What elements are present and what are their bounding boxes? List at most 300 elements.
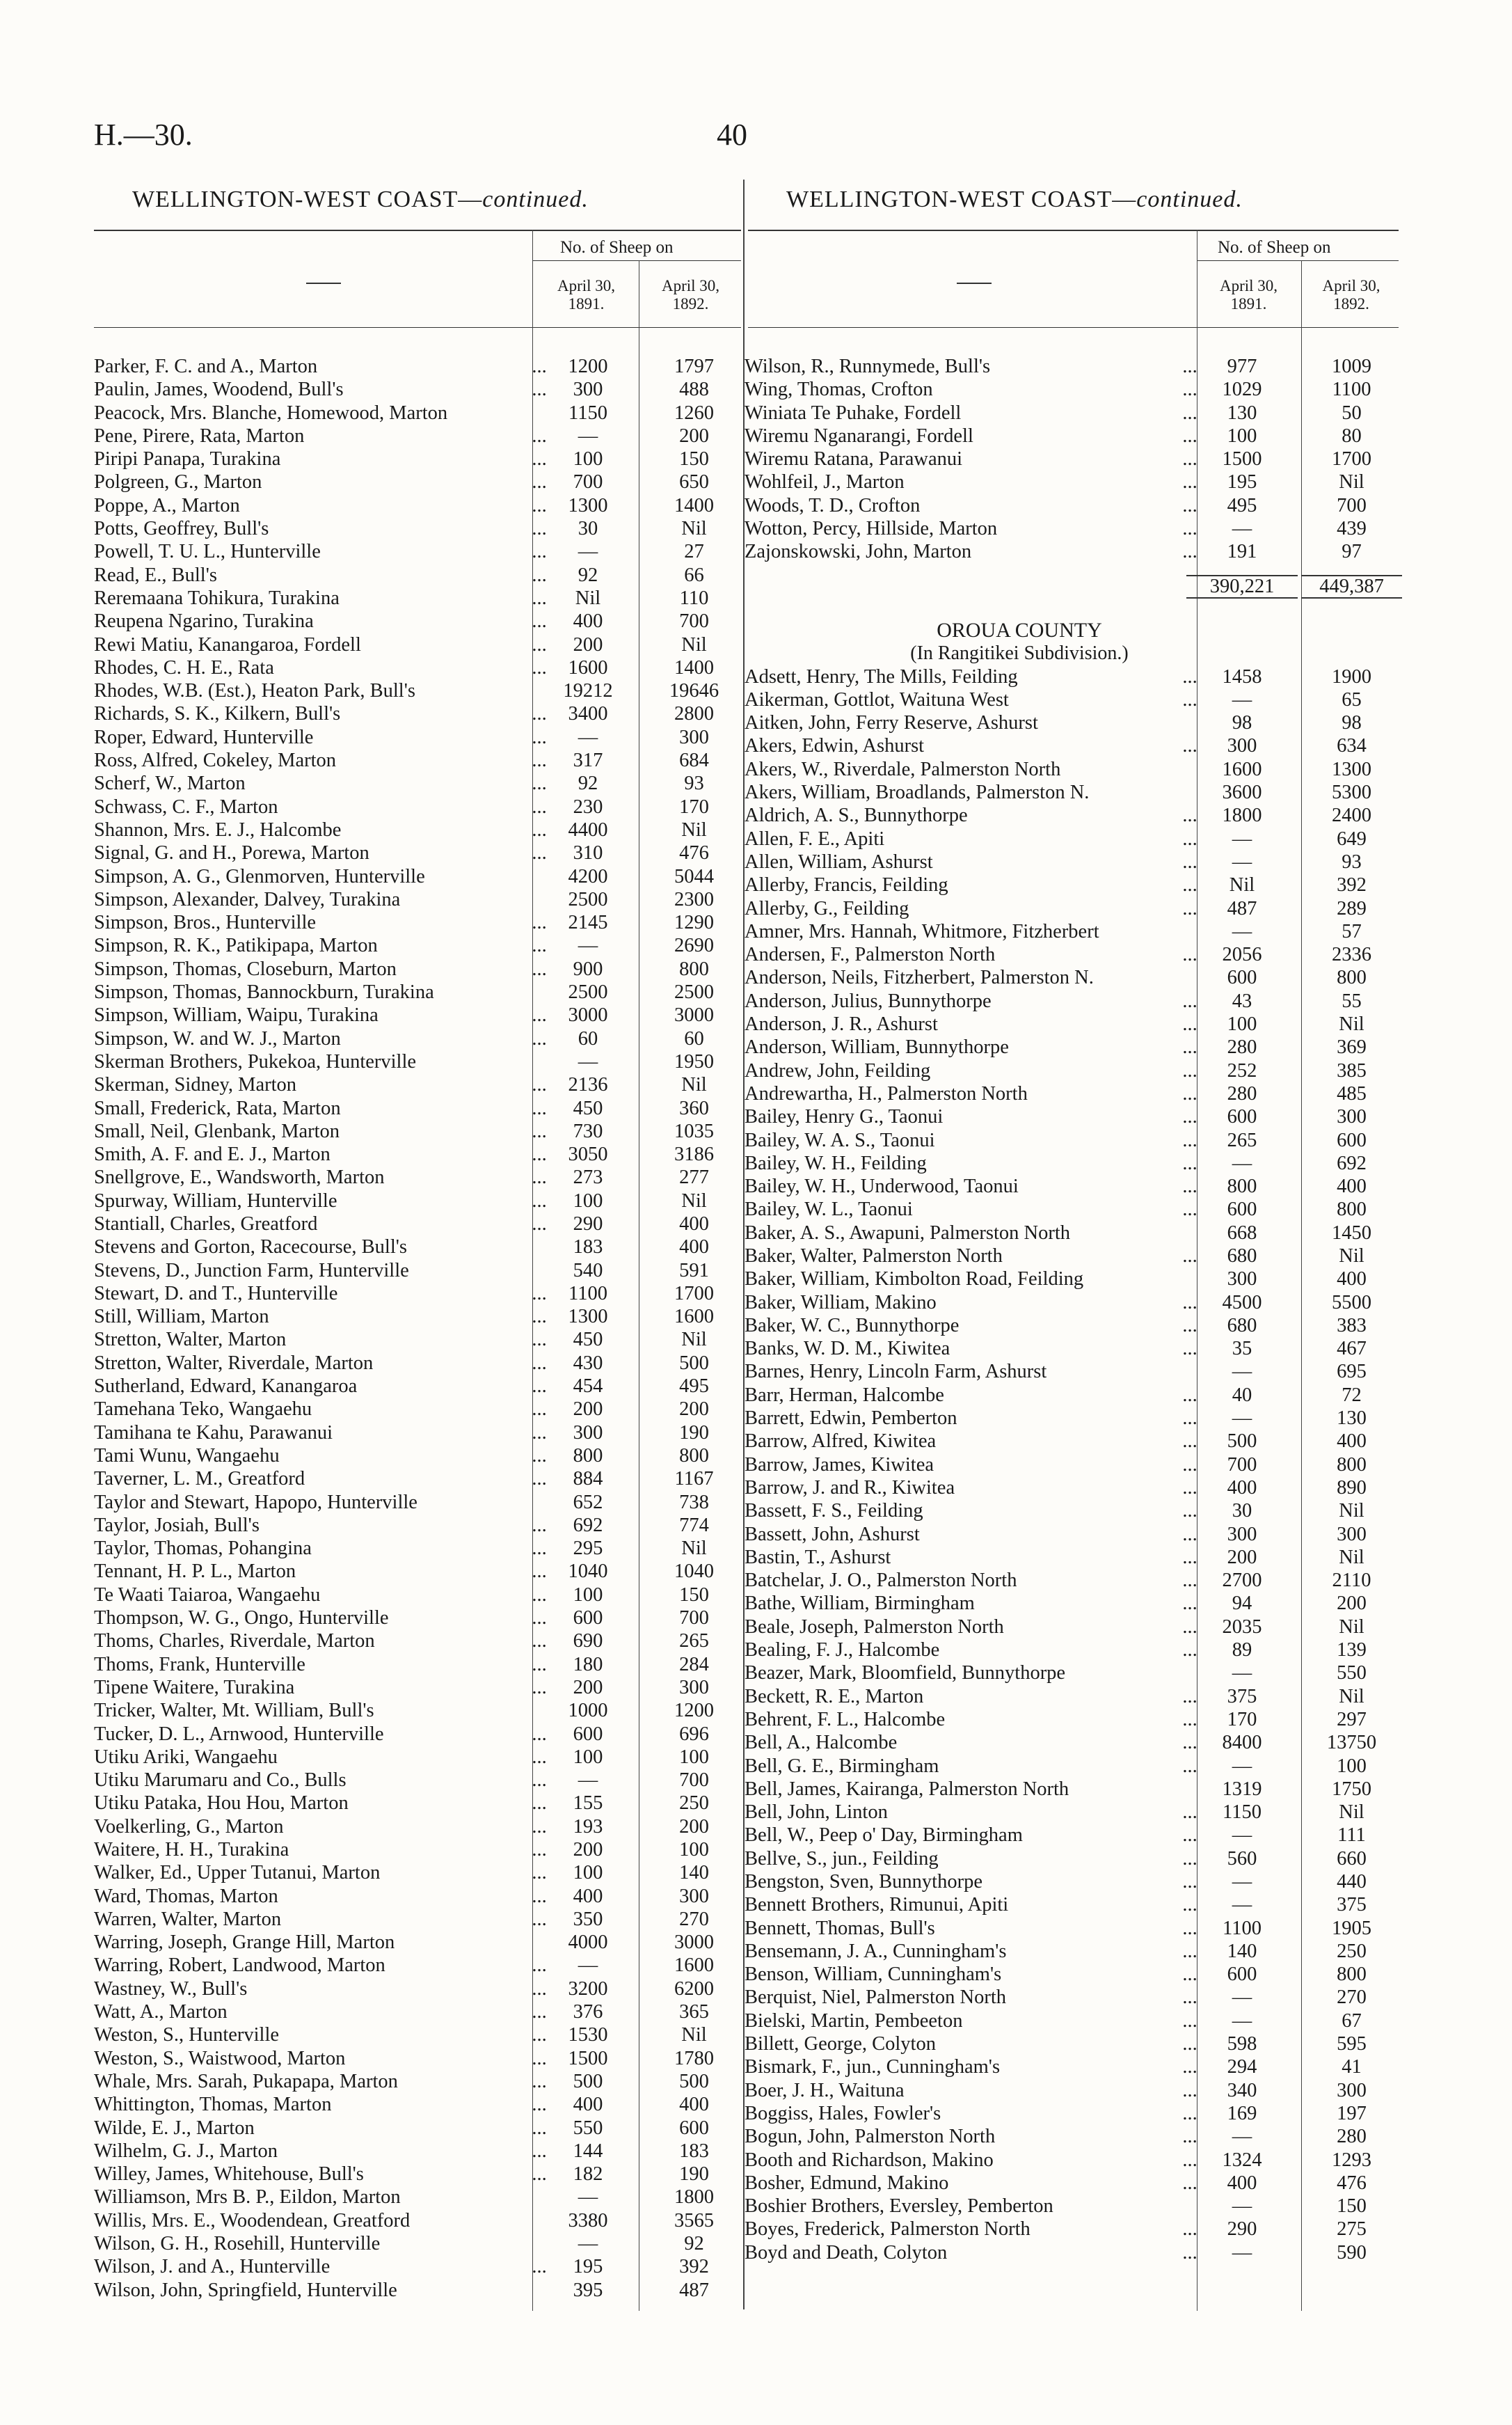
table-row [94,888,741,911]
leader-dots: ... [1182,944,1197,966]
table-row [94,656,741,679]
owner-name: Weston, S., Waistwood, Marton [94,2047,346,2069]
leader-dots: ... [532,2070,547,2092]
owner-name: Bennett, Thomas, Bull's [745,1917,935,1939]
sheep-1891: 290 [573,1212,603,1235]
leader-dots: ... [1182,1755,1197,1777]
sheep-1892: 485 [1337,1082,1367,1105]
leader-dots: ... [1182,425,1197,447]
leader-dots: ... [532,1977,547,2000]
table-row [94,1977,741,2000]
owner-name: Woods, T. D., Crofton [745,494,921,516]
leader-dots: ... [532,1746,547,1768]
owner-name: Barr, Herman, Halcombe [745,1384,944,1406]
owner-name: Tennant, H. P. L., Marton [94,1561,296,1583]
table-row [745,1986,1399,2009]
owner-name: Batchelar, J. O., Palmerston North [745,1570,1017,1592]
leader-dots: ... [532,356,547,377]
leader-dots: ... [1182,1546,1197,1568]
sheep-1891: 600 [1227,1106,1257,1128]
owner-name: Wilson, G. H., Rosehill, Hunterville [94,2233,381,2255]
owner-name: Allen, William, Ashurst [745,851,933,873]
owner-name: Baker, A. S., Awapuni, Palmerston North [745,1222,1071,1244]
sheep-1891: 730 [573,1120,603,1142]
table-row [94,2117,741,2140]
table-row [94,1769,741,1792]
table-row [745,2079,1399,2102]
leader-dots: ... [532,564,547,586]
table-row [745,1245,1399,1267]
year-1892-header: April 30, 1892. [661,277,720,313]
leader-dots: ... [532,1004,547,1027]
leader-dots: ... [532,819,547,841]
table-row [745,2172,1399,2195]
sheep-1891: 193 [573,1815,603,1838]
owner-name: Barrett, Edwin, Pemberton [745,1407,957,1430]
table-row [94,1282,741,1305]
owner-name: Powell, T. U. L., Hunterville [94,541,321,563]
leader-dots: ... [1182,1013,1197,1036]
owner-name: Wohlfeil, J., Marton [745,471,905,493]
owner-name: Anderson, Neils, Fitzherbert, Palmerston N. [745,967,1094,989]
right-column [745,355,1399,2264]
table-row [94,2255,741,2278]
sheep-1891: — [1232,1152,1252,1174]
owner-name: Smith, A. F. and E. J., Marton [94,1144,331,1166]
leader-dots: ... [1182,2079,1197,2101]
sheep-1892: 277 [679,1167,709,1189]
table-row [94,1861,741,1884]
owner-name: Allerby, Francis, Feilding [745,874,948,896]
sheep-1891: 30 [578,518,598,540]
sheep-1891: 487 [1227,897,1257,919]
sheep-1892: 72 [1342,1384,1362,1406]
owner-name: Still, William, Marton [94,1306,269,1328]
sheep-1891: 1500 [568,2047,608,2069]
table-row [94,1792,741,1815]
sheep-1891: 430 [573,1352,603,1374]
owner-name: Roper, Edward, Hunterville [94,726,314,748]
sheep-1891: 4200 [568,865,608,887]
sheep-1892: 495 [679,1375,709,1398]
sheep-1891: — [578,1769,598,1792]
table-row [94,425,741,448]
sheep-1892: Nil [681,518,707,540]
owner-name: Allen, F. E., Apiti [745,828,885,850]
owner-name: Bailey, W. L., Taonui [745,1199,913,1221]
table-row [94,1004,741,1027]
sheep-1892: 13750 [1326,1732,1377,1754]
sheep-1891: 89 [1232,1639,1252,1661]
leader-dots: ... [1182,356,1197,377]
owner-name: Piripi Panapa, Turakina [94,448,281,471]
sheep-1892: Nil [1339,1801,1364,1824]
sheep-1892: 3000 [674,1004,714,1027]
sheep-1891: 450 [573,1097,603,1119]
leader-dots: ... [532,842,547,864]
table-row [94,1838,741,1861]
owner-name: Stevens and Gorton, Racecourse, Bull's [94,1236,407,1258]
table-row [745,540,1399,563]
owner-name: Utiku Marumaru and Co., Bulls [94,1769,347,1792]
owner-name: Scherf, W., Marton [94,773,246,795]
sheep-1891: 195 [573,2256,603,2278]
sheep-1891: — [1232,688,1252,711]
sheep-1892: 392 [679,2256,709,2278]
leader-dots: ... [532,1839,547,1861]
right-sub-rule [1197,260,1399,261]
table-row [94,448,741,471]
table-row [745,1407,1399,1430]
sheep-1892: 696 [679,1723,709,1745]
table-row [94,2186,741,2209]
table-row [94,471,741,493]
leader-dots: ... [1182,1476,1197,1499]
owner-name: Utiku Pataka, Hou Hou, Marton [94,1792,349,1815]
sheep-1891: 4500 [1222,1291,1262,1313]
owner-name: Bismark, F., jun., Cunningham's [745,2056,1001,2078]
table-row [745,758,1399,781]
owner-name: Rhodes, C. H. E., Rata [94,656,274,679]
leader-dots: ... [1182,1407,1197,1430]
table-row [94,865,741,888]
table-row [94,2023,741,2046]
leader-dots: ... [1182,1847,1197,1870]
sheep-1892: 140 [679,1862,709,1884]
sheep-1891: 1500 [1222,448,1262,471]
owner-name: Aitken, John, Ferry Reserve, Ashurst [745,712,1038,734]
sheep-1892: 150 [679,448,709,471]
owner-name: Baker, William, Makino [745,1291,937,1313]
sheep-1892: 800 [679,958,709,980]
sheep-1891: 1319 [1222,1778,1262,1800]
sheep-1892: 284 [679,1653,709,1675]
sheep-1892: 139 [1337,1639,1367,1661]
sheep-1892: 150 [1337,2195,1367,2218]
sheep-1891: 200 [573,1398,603,1421]
owner-name: Richards, S. K., Kilkern, Bull's [94,703,341,725]
sheep-1892: 476 [679,842,709,864]
owner-name: Willis, Mrs. E., Woodendean, Greatford [94,2209,411,2232]
sheep-1891: 200 [573,633,603,656]
sheep-1892: 1009 [1332,356,1371,377]
leader-dots: ... [532,1676,547,1698]
sheep-1892: 93 [684,773,704,795]
owner-name: Peacock, Mrs. Blanche, Homewood, Marton [94,402,448,424]
owner-name: Bennett Brothers, Rimunui, Apiti [745,1894,1009,1916]
owner-name: Baker, W. C., Bunnythorpe [745,1314,960,1336]
sheep-1892: 400 [679,1212,709,1235]
sheep-1891: 977 [1227,356,1257,377]
sheep-1892: 800 [679,1444,709,1467]
table-row [94,1143,741,1166]
table-row [745,517,1399,540]
sheep-1891: 265 [1227,1129,1257,1151]
sheep-1892: 190 [679,2163,709,2186]
sheep-1891: 180 [573,1653,603,1675]
sheep-1892: 100 [1337,1755,1367,1777]
table-row [745,781,1399,804]
sheep-1892: 774 [679,1514,709,1536]
leader-dots: ... [532,2001,547,2023]
owner-name: Bailey, W. H., Feilding [745,1152,927,1174]
sheep-1892: 360 [679,1097,709,1119]
sheep-1892: 2400 [1332,805,1371,827]
sheep-1892: 27 [684,541,704,563]
sheep-1892: 130 [1337,1407,1367,1430]
sheep-1891: 700 [573,471,603,493]
sheep-1892: Nil [1339,1500,1364,1522]
table-row [745,2241,1399,2264]
table-row [745,1940,1399,1963]
year-1892-header: April 30, 1892. [1322,277,1380,313]
owner-name: Wilson, John, Springfield, Hunterville [94,2279,397,2301]
sheep-1892: 1400 [674,494,714,516]
owner-name: Barnes, Henry, Lincoln Farm, Ashurst [745,1361,1047,1383]
sheep-1892: 65 [1342,688,1362,711]
sheep-1891: 550 [573,2117,603,2139]
leader-dots: ... [1182,1036,1197,1059]
table-row [94,1190,741,1212]
sheep-1891: — [578,541,598,563]
owner-name: Bell, W., Peep o' Day, Birmingham [745,1824,1023,1847]
sheep-1892: 300 [679,1885,709,1907]
sheep-1891: 2136 [568,1074,608,1096]
leader-dots: ... [1182,2102,1197,2124]
sheep-1892: 200 [679,425,709,447]
owner-name: Utiku Ariki, Wangaehu [94,1746,278,1768]
sheep-1892: 41 [1342,2056,1362,2078]
owner-name: Tamehana Teko, Wangaehu [94,1398,312,1421]
table-row [94,1467,741,1490]
table-row [745,897,1399,920]
sheep-1891: 92 [578,564,598,586]
table-row [94,2000,741,2023]
leader-dots: ... [1182,1430,1197,1453]
sheep-1892: 5300 [1332,782,1371,804]
owner-name: Thoms, Frank, Hunterville [94,1653,305,1675]
sheep-1892: 600 [679,2117,709,2139]
sheep-1891: 1100 [568,1282,607,1304]
sheep-1892: 170 [679,796,709,818]
sheep-1892: 800 [1337,1453,1367,1476]
owner-name: Reremaana Tohikura, Turakina [94,587,340,609]
leader-dots: ... [1182,990,1197,1012]
owner-name: Wilhelm, G. J., Marton [94,2140,278,2162]
left-top-rule [94,230,741,231]
table-row [745,471,1399,493]
sheep-1891: 800 [1227,1176,1257,1198]
table-row [745,966,1399,989]
sheep-1891: 400 [573,1885,603,1907]
owner-name: Adsett, Henry, The Mills, Feilding [745,665,1018,688]
sheep-1891: — [578,425,598,447]
sheep-1891: 169 [1227,2102,1257,2124]
owner-name: Taylor, Thomas, Pohangina [94,1538,312,1560]
table-row [94,749,741,772]
leader-dots: ... [532,1167,547,1189]
sheep-1892: 400 [1337,1176,1367,1198]
owner-name: Simpson, Alexander, Dalvey, Turakina [94,888,401,910]
table-row [745,1152,1399,1175]
sheep-1891: 600 [1227,1964,1257,1986]
sheep-1892: 500 [679,2070,709,2092]
table-row [745,1917,1399,1940]
owner-name: Barrow, J. and R., Kiwitea [745,1476,955,1499]
sheep-1891: 800 [573,1444,603,1467]
sheep-1892: 1905 [1332,1917,1371,1939]
owner-name: Simpson, A. G., Glenmorven, Hunterville [94,865,425,887]
table-row [94,679,741,702]
table-row [94,1629,741,1652]
sheep-1892: 200 [1337,1593,1367,1615]
sheep-1892: 5044 [674,865,714,887]
sheep-1891: 1000 [568,1700,608,1722]
owner-name: Ross, Alfred, Cokeley, Marton [94,750,337,772]
sheep-1891: 130 [1227,402,1257,424]
owner-name: Pene, Pirere, Rata, Marton [94,425,305,447]
page-number: 40 [717,118,747,152]
owner-name: Boyd and Death, Colyton [745,2241,948,2264]
sheep-1891: 600 [573,1607,603,1629]
sheep-1891: 500 [573,2070,603,2092]
table-row [94,726,741,749]
right-top-rule [748,230,1399,231]
sheep-1892: 280 [1337,2126,1367,2148]
sheep-1892: 1700 [674,1282,714,1304]
sheep-1892: 1900 [1332,665,1371,688]
sheep-1892: 289 [1337,897,1367,919]
sheep-1891: 680 [1227,1245,1257,1267]
leader-dots: ... [532,1538,547,1560]
leader-dots: ... [532,1792,547,1815]
owner-name: Andersen, F., Palmerston North [745,944,996,966]
table-row [94,2070,741,2093]
owner-name: Akers, W., Riverdale, Palmerston North [745,758,1061,780]
owner-name: Voelkerling, G., Marton [94,1815,284,1838]
owner-name: Schwass, C. F., Marton [94,796,278,818]
sheep-1892: 1450 [1332,1222,1371,1244]
sheep-1891: 144 [573,2140,603,2162]
table-row [745,378,1399,401]
sheep-1891: — [1232,920,1252,942]
owner-name: Behrent, F. L., Halcombe [745,1708,946,1730]
table-row [745,1360,1399,1383]
table-row [745,1105,1399,1128]
sheep-1892: 270 [1337,1986,1367,2009]
table-row [745,688,1399,711]
leader-dots: ... [1182,1106,1197,1128]
table-row [745,1870,1399,1893]
sheep-1891: 400 [1227,2172,1257,2194]
leader-dots: ... [532,1444,547,1467]
sheep-1892: 6200 [674,1977,714,2000]
sheep-1892: 270 [679,1908,709,1930]
owner-name: Wilde, E. J., Marton [94,2117,255,2139]
sheep-1892: 197 [1337,2102,1367,2124]
sheep-1892: 1290 [674,912,714,934]
sheep-1891: 100 [573,1862,603,1884]
sheep-1891: — [1232,1871,1252,1893]
leader-dots: ... [1182,2009,1197,2032]
leader-dots: ... [1182,897,1197,919]
leader-dots: ... [1182,1500,1197,1522]
table-row [745,425,1399,448]
table-row [745,1616,1399,1638]
table-row [745,1893,1399,1916]
sheep-1891: 450 [573,1329,603,1351]
sheep-1892: 250 [1337,1940,1367,1962]
sheep-1892: 150 [679,1583,709,1606]
sheep-1892: Nil [1339,1685,1364,1707]
sheep-1892: 400 [1337,1268,1367,1290]
table-row [745,1129,1399,1152]
sheep-1891: 350 [573,1908,603,1930]
sheep-1891: 1800 [1222,805,1262,827]
leader-dots: ... [1182,1917,1197,1939]
owner-name: Paulin, James, Woodend, Bull's [94,379,344,401]
table-row [94,1699,741,1722]
table-row [94,1885,741,1908]
sheep-1891: 540 [573,1259,603,1281]
owner-name: Akers, Edwin, Ashurst [745,735,925,757]
table-row [94,540,741,563]
sheep-1891: 668 [1227,1222,1257,1244]
table-row [745,1453,1399,1476]
table-row [745,920,1399,943]
owner-name: Thoms, Charles, Riverdale, Marton [94,1630,375,1652]
owner-name: Skerman, Sidney, Marton [94,1074,297,1096]
table-row [94,1908,741,1931]
sheep-1891: 1029 [1222,379,1262,401]
leader-dots: ... [1182,2172,1197,2194]
leader-dots: ... [1182,1964,1197,1986]
owner-name: Bathe, William, Birmingham [745,1593,975,1615]
leader-dots: ... [1182,1082,1197,1105]
owner-name: Andrewartha, H., Palmerston North [745,1082,1028,1105]
sheep-1892: 250 [679,1792,709,1815]
table-row [94,934,741,957]
owner-name: Bell, John, Linton [745,1801,888,1824]
table-row [94,1653,741,1676]
owner-name: Stretton, Walter, Riverdale, Marton [94,1352,374,1374]
table-row [94,1027,741,1050]
sheep-1892: 66 [684,564,704,586]
leader-dots: ... [1182,1059,1197,1082]
sheep-1892: Nil [1339,471,1364,493]
sheep-1892: 595 [1337,2033,1367,2055]
sheep-1891: — [578,1050,598,1073]
owner-name: Andrew, John, Feilding [745,1059,931,1082]
table-row [745,1222,1399,1245]
leader-dots: ... [532,703,547,725]
leader-dots: ... [1182,688,1197,711]
sheep-1891: — [578,1954,598,1977]
owner-name: Bellve, S., jun., Feilding [745,1847,939,1870]
table-row [94,402,741,425]
table-row [94,355,741,378]
leader-dots: ... [532,1421,547,1444]
leader-dots: ... [532,726,547,748]
sheep-1891: — [1232,2009,1252,2032]
table-row [745,1499,1399,1522]
leader-dots: ... [532,656,547,679]
leader-dots: ... [1182,1523,1197,1545]
sheep-1892: 590 [1337,2241,1367,2264]
sheep-1891: 500 [1227,1430,1257,1453]
sheep-1892: 183 [679,2140,709,2162]
table-row [94,1120,741,1143]
